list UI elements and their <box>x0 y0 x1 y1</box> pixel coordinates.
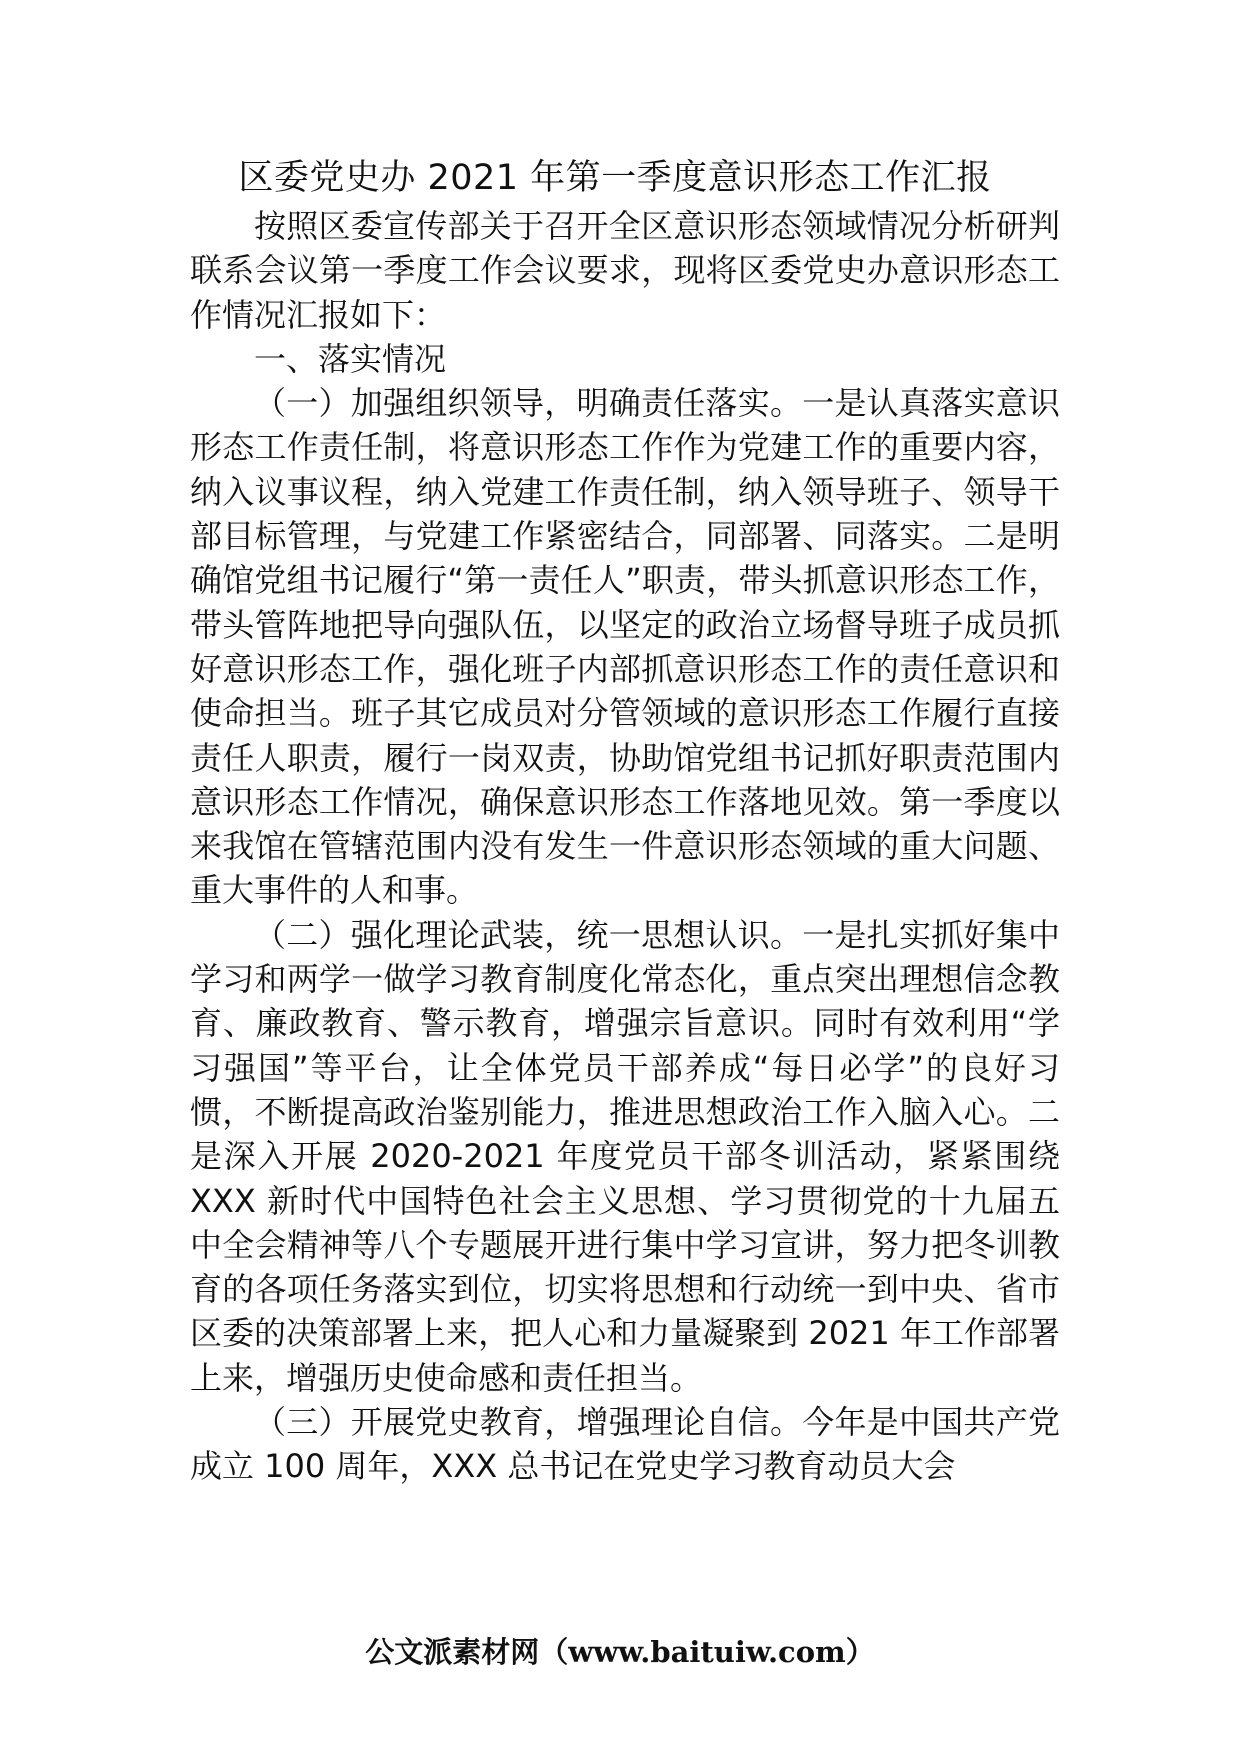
intro-paragraph: 按照区委宣传部关于召开全区意识形态领域情况分析研判联系会议第一季度工作会议要求，现将区委党史办意识形态工作情况汇报如下： <box>190 207 1060 334</box>
paragraph-theory-armament: （二）强化理论武装，统一思想认识。一是扎实抓好集中学习和两学一做学习教育制度化常态化，重点突出理想信念教育、廉政教育、警示教育，增强宗旨意识。同时有效利用“学习强国”等平台，让全体党员干部养成“每日必学”的良好习惯，不断提高政治鉴别能力，推进思想政治工作入脑入心。二是深入开展 2020-2021 年度党员干部冬训活动，紧紧围绕 XXX 新时代中国特色社会主义思想、学习贯彻党的十九届五中全会精神等八个专题展开进行集中学习宣讲，努力把冬训教育的各项任务落实到位，切实将思想和行动统一到中央、省市区委的决策部署上来，把人心和力量凝聚到 2021 年工作部署上来，增强历史使命感和责任担当。 <box>190 915 1060 1397</box>
paragraph-party-history-education: （三）开展党史教育，增强理论自信。今年是中国共产党成立 100 周年，XXX 总书记在党史学习教育动员大会 <box>190 1403 1060 1486</box>
footer-watermark: 公文派素材网（www.baituiw.com） <box>365 1635 875 1669</box>
paragraph-organization-leadership: （一）加强组织领导，明确责任落实。一是认真落实意识形态工作责任制，将意识形态工作作为党建工作的重要内容，纳入议事议程，纳入党建工作责任制，纳入领导班子、领导干部目标管理，与党建工作紧密结合，同部署、同落实。二是明确馆党组书记履行“第一责任人”职责，带头抓意识形态工作，带头管阵地把导向强队伍，以坚定的政治立场督导班子成员抓好意识形态工作，强化班子内部抓意识形态工作的责任意识和使命担当。班子其它成员对分管领域的意识形态工作履行直接责任人职责，履行一岗双责，协助馆党组书记抓好职责范围内意识形态工作情况，确保意识形态工作落地见效。第一季度以来我馆在管辖范围内没有发生一件意识形态领域的重大问题、重大事件的人和事。 <box>190 384 1060 910</box>
document-title: 区委党史办 2021 年第一季度意识形态工作汇报 <box>238 158 992 198</box>
section-heading-implementation: 一、落实情况 <box>254 339 447 378</box>
document-body <box>190 152 1060 1489</box>
